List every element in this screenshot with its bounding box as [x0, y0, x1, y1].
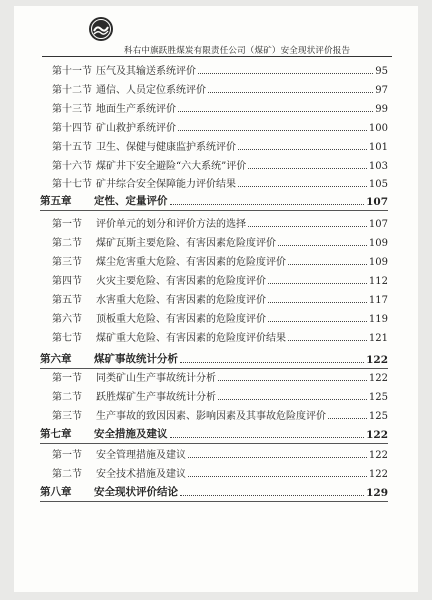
toc-section-entry[interactable]	[52, 120, 388, 134]
toc-entry-number: 第五章	[40, 195, 72, 207]
toc-entry-number: 第六节	[52, 314, 82, 325]
document-page	[14, 6, 418, 592]
toc-chapter-entry[interactable]	[40, 427, 388, 441]
dot-leader	[248, 168, 367, 169]
dot-leader	[328, 418, 367, 419]
dot-leader	[170, 437, 365, 438]
dot-leader	[198, 73, 373, 74]
dot-leader	[178, 130, 367, 131]
dot-leader	[288, 264, 367, 265]
toc-entry-title: 通信、人员定位系统评价	[96, 85, 206, 96]
toc-section-entry[interactable]	[52, 389, 388, 403]
toc-page-number: 100	[368, 123, 388, 134]
toc-entry-title: 同类矿山生产事故统计分析	[96, 373, 216, 384]
toc-section-entry[interactable]	[52, 370, 388, 384]
toc-entry-title: 安全管理措施及建议	[96, 450, 186, 461]
toc-section-entry[interactable]	[52, 292, 388, 306]
header-rule	[42, 56, 392, 57]
toc-entry-title: 矿山救护系统评价	[96, 123, 176, 134]
toc-page-number: 125	[368, 392, 388, 403]
toc-entry-number: 第三节	[52, 257, 82, 268]
toc-entry-number: 第十六节	[52, 161, 92, 172]
toc-page-number: 109	[368, 257, 388, 268]
toc-page-number: 117	[368, 295, 388, 306]
toc-entry-number: 第一节	[52, 219, 82, 230]
dot-leader	[180, 362, 364, 363]
toc-section-entry[interactable]	[52, 158, 388, 172]
toc-entry-number: 第八章	[40, 486, 72, 498]
toc-entry-number: 第六章	[40, 353, 72, 365]
toc-section-entry[interactable]	[52, 254, 388, 268]
toc-entry-title: 煤矿事故统计分析	[94, 353, 178, 365]
toc-entry-title: 顶板重大危险、有害因素的危险度评价	[96, 314, 266, 325]
toc-entry-number: 第十五节	[52, 142, 92, 153]
toc-entry-title: 评价单元的划分和评价方法的选择	[96, 219, 246, 230]
toc-entry-number: 第十七节	[52, 179, 92, 190]
toc-page-number: 103	[368, 161, 388, 172]
toc-entry-title: 地面生产系统评价	[96, 104, 176, 115]
toc-entry-number: 第一节	[52, 373, 82, 384]
toc-page-number: 109	[368, 238, 388, 249]
toc-chapter-entry[interactable]	[40, 352, 388, 366]
dot-leader	[268, 302, 367, 303]
toc-chapter-entry[interactable]	[40, 194, 388, 208]
toc-section-entry[interactable]	[52, 176, 388, 190]
toc-page-number: 105	[368, 179, 388, 190]
toc-section-entry[interactable]	[52, 330, 388, 344]
toc-entry-number: 第十一节	[52, 66, 92, 77]
dot-leader	[238, 149, 367, 150]
toc-entry-title: 安全措施及建议	[94, 428, 168, 440]
dot-leader	[180, 495, 364, 496]
toc-page-number: 122	[368, 469, 388, 480]
toc-page-number: 101	[368, 142, 388, 153]
toc-entry-title: 煤矿井下安全避险“六大系统”评价	[96, 161, 247, 172]
toc-page-number: 112	[368, 276, 388, 287]
toc-entry-title: 矿井综合安全保障能力评价结果	[96, 179, 236, 190]
toc-page-number: 122	[366, 429, 388, 441]
dot-leader	[170, 204, 365, 205]
chapter-rule	[40, 210, 388, 211]
dot-leader	[178, 111, 373, 112]
chapter-rule	[40, 501, 388, 502]
toc-entry-title: 定性、定量评价	[94, 195, 168, 207]
toc-page-number: 129	[366, 487, 388, 499]
toc-entry-number: 第二节	[52, 392, 82, 403]
dot-leader	[218, 380, 367, 381]
toc-entry-number: 第十三节	[52, 104, 92, 115]
toc-section-entry[interactable]	[52, 273, 388, 287]
toc-entry-title: 煤矿重大危险、有害因素的危险度评价结果	[96, 333, 286, 344]
dot-leader	[188, 476, 367, 477]
toc-entry-number: 第一节	[52, 450, 82, 461]
toc-page-number: 122	[366, 354, 388, 366]
toc-entry-title: 压气及其输送系统评价	[96, 66, 196, 77]
toc-section-entry[interactable]	[52, 139, 388, 153]
page-header	[14, 6, 418, 58]
toc-entry-title: 安全现状评价结论	[94, 486, 178, 498]
toc-entry-title: 火灾主要危险、有害因素的危险度评价	[96, 276, 266, 287]
dot-leader	[208, 92, 373, 93]
toc-page-number: 122	[368, 373, 388, 384]
dot-leader	[248, 226, 367, 227]
toc-entry-number: 第二节	[52, 238, 82, 249]
toc-entry-number: 第三节	[52, 411, 82, 422]
toc-entry-number: 第七章	[40, 428, 72, 440]
toc-entry-title: 生产事故的致因因素、影响因素及其事故危险度评价	[96, 411, 326, 422]
toc-entry-number: 第十二节	[52, 85, 92, 96]
toc-section-entry[interactable]	[52, 447, 388, 461]
toc-page-number: 107	[368, 219, 388, 230]
toc-section-entry[interactable]	[52, 216, 388, 230]
toc-entry-number: 第七节	[52, 333, 82, 344]
dot-leader	[188, 457, 367, 458]
dot-leader	[278, 245, 367, 246]
toc-entry-title: 水害重大危险、有害因素的危险度评价	[96, 295, 266, 306]
dot-leader	[218, 399, 367, 400]
toc-page-number: 95	[375, 66, 388, 77]
toc-entry-number: 第十四节	[52, 123, 92, 134]
toc-page-number: 122	[368, 450, 388, 461]
toc-entry-title: 跃胜煤矿生产事故统计分析	[96, 392, 216, 403]
toc-section-entry[interactable]	[52, 466, 388, 480]
toc-entry-title: 煤矿瓦斯主要危险、有害因素危险度评价	[96, 238, 276, 249]
toc-section-entry[interactable]	[52, 101, 388, 115]
company-logo-icon	[88, 16, 114, 42]
toc-entry-number: 第五节	[52, 295, 82, 306]
toc-section-entry[interactable]	[52, 311, 388, 325]
dot-leader	[238, 186, 367, 187]
toc-entry-number: 第二节	[52, 469, 82, 480]
toc-page-number: 99	[375, 104, 388, 115]
dot-leader	[288, 340, 367, 341]
toc-section-entry[interactable]	[52, 63, 388, 77]
toc-section-entry[interactable]	[52, 82, 388, 96]
dot-leader	[268, 283, 367, 284]
toc-entry-number: 第四节	[52, 276, 82, 287]
toc-page-number: 97	[375, 85, 388, 96]
toc-page-number: 107	[366, 196, 388, 208]
dot-leader	[268, 321, 367, 322]
toc-section-entry[interactable]	[52, 235, 388, 249]
toc-entry-title: 煤尘危害重大危险、有害因素的危险度评价	[96, 257, 286, 268]
toc-page-number: 125	[368, 411, 388, 422]
toc-chapter-entry[interactable]	[40, 485, 388, 499]
header-title: 科右中旗跃胜煤炭有限责任公司（煤矿）安全现状评价报告	[124, 46, 351, 56]
toc-entry-title: 安全技术措施及建议	[96, 469, 186, 480]
toc-section-entry[interactable]	[52, 408, 388, 422]
toc-page-number: 121	[368, 333, 388, 344]
toc-page-number: 119	[368, 314, 388, 325]
chapter-rule	[40, 443, 388, 444]
toc-entry-title: 卫生、保健与健康监护系统评价	[96, 142, 236, 153]
